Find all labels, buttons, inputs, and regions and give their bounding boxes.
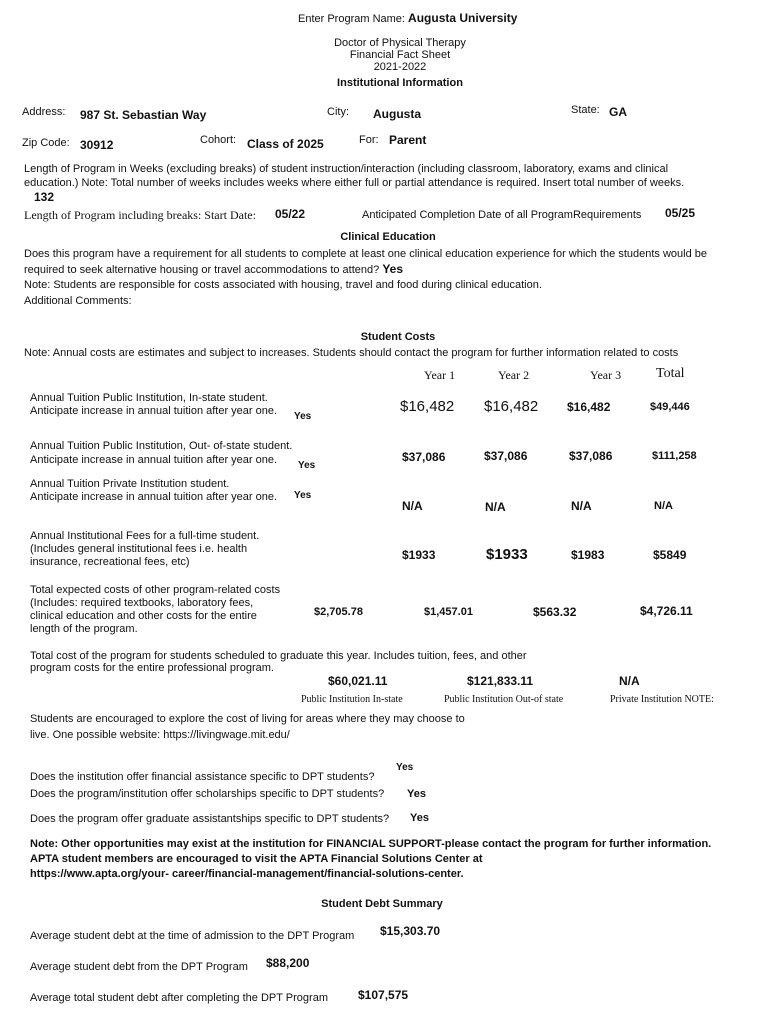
living-wage-line2: live. One possible website: https://livingwage.mit.edu/ bbox=[30, 729, 290, 741]
row2-flag: Yes bbox=[298, 460, 316, 471]
col-header-year3: Year 3 bbox=[590, 368, 622, 382]
program-name-row bbox=[298, 11, 517, 25]
zip-label: Zip Code: bbox=[22, 137, 70, 149]
state-value: GA bbox=[609, 105, 627, 119]
total-private: N/A bbox=[619, 674, 640, 688]
address-value: 987 St. Sebastian Way bbox=[80, 108, 207, 122]
col-header-year2: Year 2 bbox=[498, 368, 530, 382]
row5-label-line3: clinical education and other costs for the entire bbox=[30, 610, 257, 622]
row5-total: $4,726.11 bbox=[640, 604, 693, 618]
total-public-instate: $60,021.11 bbox=[328, 674, 388, 688]
city-value: Augusta bbox=[373, 107, 421, 121]
col-header-total: Total bbox=[656, 366, 685, 381]
row3-label-line1: Annual Tuition Private Institution student. bbox=[30, 478, 230, 490]
row3-flag: Yes bbox=[294, 490, 312, 501]
total-label-private: Private Institution NOTE: bbox=[610, 694, 714, 705]
assistantships-question: Does the program offer graduate assistantships specific to DPT students? bbox=[30, 813, 390, 825]
cohort-value: Class of 2025 bbox=[247, 137, 324, 151]
debt-from-program-label: Average student debt from the DPT Program bbox=[30, 961, 248, 973]
scholarships-answer: Yes bbox=[407, 788, 426, 800]
row2-label-line1: Annual Tuition Public Institution, Out- of-state student. bbox=[30, 440, 293, 452]
debt-total-label: Average total student debt after completing the DPT Program bbox=[30, 992, 328, 1004]
row2-year1: $37,086 bbox=[402, 450, 446, 464]
assistantships-answer: Yes bbox=[410, 812, 429, 824]
zip-value: 30912 bbox=[80, 138, 114, 152]
cohort-label: Cohort: bbox=[200, 134, 237, 146]
total-label-public-outstate: Public Institution Out-of state bbox=[444, 694, 564, 705]
row2-label-line2: Anticipate increase in annual tuition after year one. bbox=[30, 454, 278, 466]
completion-label: Anticipated Completion Date of all ProgramRequirements bbox=[362, 209, 642, 221]
program-weeks-text bbox=[24, 162, 714, 205]
financial-assistance-question: Does the institution offer financial assistance specific to DPT students? bbox=[30, 771, 375, 783]
start-date-value: 05/22 bbox=[275, 207, 306, 221]
row1-year2: $16,482 bbox=[484, 398, 539, 415]
total-cost-text-line1: Total cost of the program for students scheduled to graduate this year. Includes tuition, fees, and other bbox=[30, 650, 527, 662]
row1-label-line2: Anticipate increase in annual tuition after year one. bbox=[30, 405, 278, 417]
for-label: For: bbox=[359, 134, 379, 146]
row1-label-line1: Annual Tuition Public Institution, In-state student. bbox=[30, 392, 268, 404]
financial-support-note-line3: https://www.apta.org/your- career/financial-management/financial-solutions-center. bbox=[30, 868, 464, 880]
financial-assistance-answer: Yes bbox=[396, 762, 414, 773]
row1-year1: $16,482 bbox=[400, 398, 455, 415]
row2-year3: $37,086 bbox=[569, 449, 613, 463]
row3-total: N/A bbox=[654, 500, 673, 512]
clinical-question-row bbox=[24, 247, 714, 278]
debt-from-program-value: $88,200 bbox=[266, 956, 310, 970]
row1-year3: $16,482 bbox=[567, 400, 611, 414]
row4-label-line2: (Includes general institutional fees i.e. health bbox=[30, 543, 248, 555]
state-label: State: bbox=[571, 104, 600, 116]
row5-year1: $2,705.78 bbox=[314, 606, 363, 618]
row4-label-line1: Annual Institutional Fees for a full-time student. bbox=[30, 530, 260, 542]
title-line-3: 2021-2022 bbox=[373, 61, 427, 73]
city-label: City: bbox=[327, 106, 349, 118]
row4-year3: $1983 bbox=[571, 548, 605, 562]
row5-label-line4: length of the program. bbox=[30, 623, 138, 635]
row1-total: $49,446 bbox=[650, 401, 690, 413]
scholarships-question: Does the program/institution offer scholarships specific to DPT students? bbox=[30, 788, 385, 800]
completion-date-value: 05/25 bbox=[665, 206, 696, 220]
row2-year2: $37,086 bbox=[484, 449, 528, 463]
debt-admission-value: $15,303.70 bbox=[380, 924, 441, 938]
row1-flag: Yes bbox=[294, 411, 312, 422]
total-label-public-instate: Public Institution In-state bbox=[301, 694, 403, 705]
student-costs-heading: Student Costs bbox=[360, 331, 436, 343]
row5-year2: $1,457.01 bbox=[424, 606, 473, 618]
row4-year1: $1933 bbox=[402, 548, 436, 562]
row4-label-line3: insurance, recreational fees, etc) bbox=[30, 556, 190, 568]
row3-year2: N/A bbox=[485, 500, 506, 514]
costs-note: Note: Annual costs are estimates and subject to increases. Students should contact the program for further information related to costs bbox=[24, 347, 679, 359]
row3-year1: N/A bbox=[402, 499, 423, 513]
debt-summary-heading: Student Debt Summary bbox=[321, 898, 443, 910]
program-name-value: Augusta University bbox=[408, 11, 518, 25]
program-weeks-description: Length of Program in Weeks (excluding breaks) of student instruction/interaction (including classroom, laboratory, exams and clinical education.) Note: Total number of weeks includes weeks where either full or partial attendance is required. Insert total number of weeks. bbox=[24, 163, 685, 189]
financial-support-note-line2: APTA student members are encouraged to visit the APTA Financial Solutions Center at bbox=[30, 853, 483, 865]
address-label: Address: bbox=[22, 106, 66, 118]
clinical-note: Note: Students are responsible for costs associated with housing, travel and food during clinical education. bbox=[24, 279, 542, 291]
program-name-label: Enter Program Name: bbox=[298, 13, 405, 25]
row3-year3: N/A bbox=[571, 499, 592, 513]
section-institutional-heading: Institutional Information bbox=[337, 77, 463, 89]
row3-label-line2: Anticipate increase in annual tuition after year one. bbox=[30, 491, 278, 503]
total-cost-text-line2: program costs for the entire professional program. bbox=[30, 662, 274, 674]
col-header-year1: Year 1 bbox=[424, 368, 456, 382]
debt-total-value: $107,575 bbox=[358, 988, 409, 1002]
breaks-label: Length of Program including breaks: Start Date: bbox=[24, 208, 256, 222]
row2-total: $111,258 bbox=[652, 450, 697, 462]
row4-year2: $1933 bbox=[486, 546, 528, 563]
clinical-answer: Yes bbox=[382, 262, 404, 276]
financial-support-note-line1: Note: Other opportunities may exist at the institution for FINANCIAL SUPPORT-please contact the program for further information. bbox=[30, 838, 712, 850]
clinical-heading: Clinical Education bbox=[340, 231, 436, 243]
row5-label-line2: (Includes: required textbooks, laboratory fees, bbox=[30, 597, 254, 609]
row5-label-line1: Total expected costs of other program-related costs bbox=[30, 584, 281, 596]
total-public-outstate: $121,833.11 bbox=[467, 674, 534, 688]
living-wage-line1: Students are encouraged to explore the cost of living for areas where they may choose to bbox=[30, 713, 465, 725]
additional-comments-label: Additional Comments: bbox=[24, 295, 132, 307]
row4-total: $5849 bbox=[653, 548, 687, 562]
title-line-2: Financial Fact Sheet bbox=[349, 49, 451, 61]
clinical-question: Does this program have a requirement for all students to complete at least one clinical education experience for which the students would be required to seek alternative housing or travel accommodations to attend? bbox=[24, 248, 707, 276]
program-weeks-value: 132 bbox=[34, 190, 55, 204]
debt-admission-label: Average student debt at the time of admission to the DPT Program bbox=[30, 930, 355, 942]
row5-year3: $563.32 bbox=[533, 605, 577, 619]
for-value: Parent bbox=[389, 133, 427, 147]
title-line-1: Doctor of Physical Therapy bbox=[334, 37, 466, 49]
